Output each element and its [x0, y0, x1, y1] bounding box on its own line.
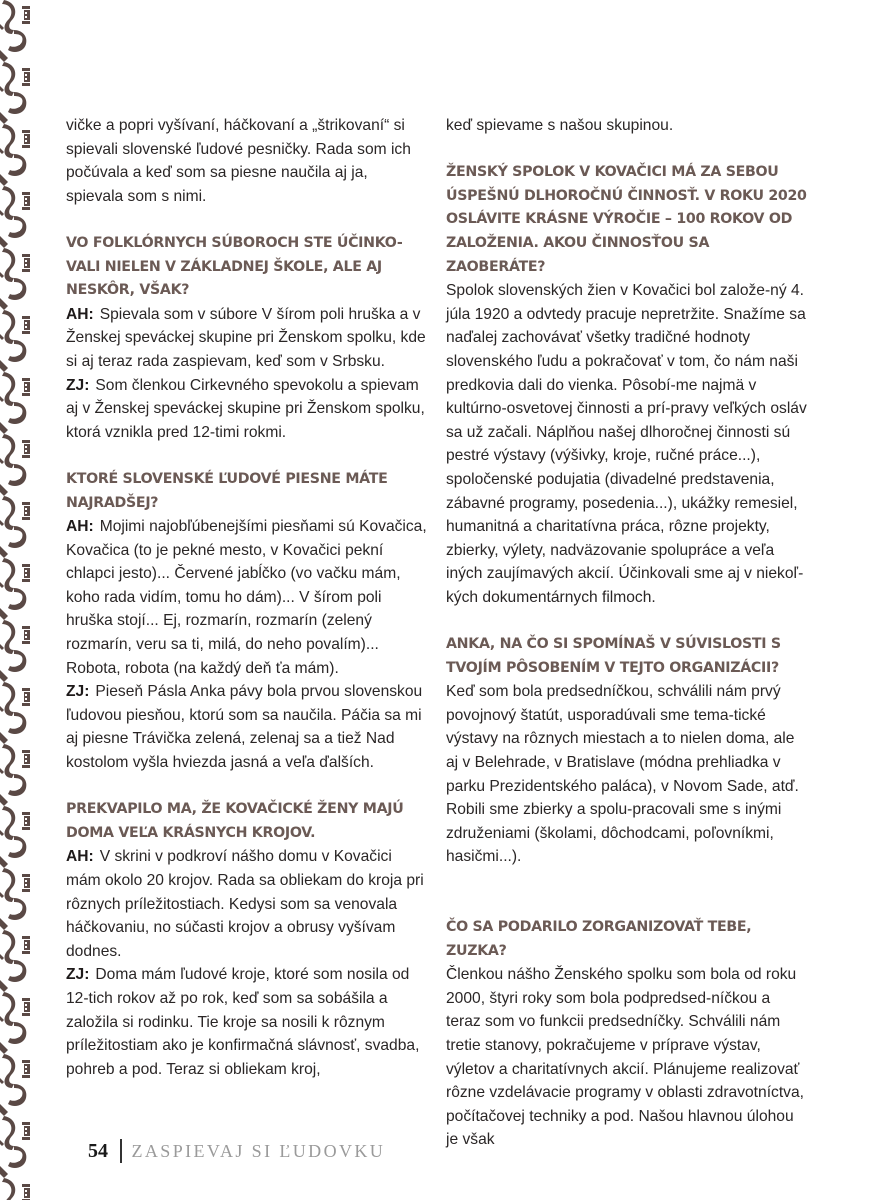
- interview-answer: [66, 845, 428, 963]
- spacer: [446, 138, 808, 162]
- answer-text: Spievala som v súbore V šírom poli hruška a v Ženskej speváckej skupine pri Ženskom spolku, kde si aj teraz rada zaspievam, keď som v Srbsku.: [66, 305, 426, 370]
- page-footer: [88, 1139, 385, 1163]
- answer-text: Som členkou Cirkevného spevokolu a spievam aj v Ženskej speváckej skupine pri Ženskom spolku, ktorá vznikla pred 12-timi rokmi.: [66, 376, 425, 441]
- spacer: [66, 775, 428, 799]
- spacer: [446, 609, 808, 633]
- speaker-label: ZJ:: [66, 966, 90, 984]
- body-paragraph: vičke a popri vyšívaní, háčkovaní a „štrikovaní“ si spievali slovenské ľudové pesničky. Rada som ich počúvala a keď som sa piesne naučila aj ja, spievala som s nimi.: [66, 117, 411, 205]
- spacer: [66, 208, 428, 232]
- body-paragraph: Členkou nášho Ženského spolku som bola od roku 2000, štyri roky som bola podpredsed-níčkou a teraz som vo funkcii predsedníčky. Schválili nám tretie stanovy, pokračujeme v príprave výstav, výletov a charitatívnych akcií. Plánujeme realizovať rôzne vzdelávacie programy v oblasti zdravotníctva, počítačovej techniky a pod. Našou hlavnou úlohou je však: [446, 966, 804, 1149]
- interview-answer: [66, 374, 428, 445]
- spacer: [66, 444, 428, 468]
- interview-question: VO FOLKLÓRNYCH SÚBOROCH STE ÚČINKO-VALI NIELEN V ZÁKLADNEJ ŠKOLE, ALE AJ NESKÔR, VŠAK?: [66, 234, 403, 299]
- interview-question: ŽENSKÝ SPOLOK V KOVAČICI MÁ ZA SEBOU ÚSPEŠNÚ DLHOROČNÚ ČINNOSŤ. V ROKU 2020 OSLÁVITE KRÁSNE VÝROČIE – 100 ROKOV OD ZALOŽENIA. AKOU ČINNOSŤOU SA ZAOBERÁTE?: [446, 164, 807, 275]
- body-paragraph: Spolok slovenských žien v Kovačici bol založe-ný 4. júla 1920 a odvtedy pracuje nepretržite. Snažíme sa naďalej zachovávať všetky tradičné hodnoty slovenského ľudu a pokračovať v tom, čo nám naši predkovia dali do vienka. Pôsobí-me najmä v kultúrno-osvetovej činnosti a prí-pravy veľkých osláv sa už začali. Náplňou našej dlhoročnej činnosti sú pestré výstavy (výšivky, kroje, ručné práce...), spoločenské podujatia (divadelné predstavenia, zábavné programy, posedenia...), ukážky remesiel, humanitná a charitatívna práca, rôzne projekty, zbierky, výlety, nadväzovanie spolupráce a veľa iných zaujímavých akcií. Účinkovali sme aj v niekoľ-kých dokumentárnych filmoch.: [446, 282, 807, 606]
- interview-answer: [66, 963, 428, 1081]
- speaker-label: AH:: [66, 518, 94, 536]
- answer-text: Mojimi najobľúbenejšími piesňami sú Kovačica, Kovačica (to je pekné mesto, v Kovačici pekní chlapci jesto)... Červené jabĺčko (vo vačku mám, koho rada vidím, tomu ho dám)... V šírom poli hruška stojí... Ej, rozmarín, rozmarín (zelený rozmarín, veru sa ti, milá, do neho povalím)... Robota, robota (na každý deň ťa mám).: [66, 518, 427, 677]
- answer-text: Pieseň Pásla Anka pávy bola prvou slovenskou ľudovou piesňou, ktorú som sa naučila. Páčia sa mi aj piesne Trávička zelená, zelenaj sa a tiež Nad kostolom vyšla hviezda jasná a veľa ďalších.: [66, 683, 423, 772]
- body-paragraph: Keď som bola predsedníčkou, schválili nám prvý povojnový štatút, usporadúvali sme tema-tické výstavy na rôznych miestach a to nielen doma, ale aj v Belehrade, v Bratislave (módna prehliadka v parku Prezidentského paláca), v Novom Sade, atď. Robili sme zbierky a spolu-pracovali sme s inými združeniami (školami, dôchodcami, poľovníkmi, hasičmi...).: [446, 683, 799, 866]
- interview-question: ANKA, NA ČO SI SPOMÍNAŠ V SÚVISLOSTI S TVOJÍM PÔSOBENÍM V TEJTO ORGANIZÁCII?: [446, 636, 781, 676]
- left-column: [66, 114, 428, 1081]
- interview-answer: [66, 303, 428, 374]
- answer-text: Doma mám ľudové kroje, ktoré som nosila od 12-tich rokov až po rok, keď som sa sobášila a založila si rodinku. Tie kroje sa nosili k rôznym príležitostiam ako je konfirmačná slávnosť, svadba, pohreb a pod. Teraz si obliekam kroj,: [66, 966, 420, 1078]
- speaker-label: ZJ:: [66, 683, 90, 701]
- spacer: [446, 869, 808, 916]
- publication-title: ZASPIEVAJ SI ĽUDOVKU: [131, 1140, 386, 1161]
- speaker-label: ZJ:: [66, 376, 90, 394]
- interview-question: KTORÉ SLOVENSKÉ ĽUDOVÉ PIESNE MÁTE NAJRADŠEJ?: [66, 470, 388, 511]
- interview-question: PREKVAPILO MA, ŽE KOVAČICKÉ ŽENY MAJÚ DOMA VEĽA KRÁSNYCH KROJOV.: [66, 801, 404, 841]
- folk-embroidery-border-icon: [0, 0, 34, 1200]
- interview-question: ČO SA PODARILO ZORGANIZOVAŤ TEBE, ZUZKA?: [446, 919, 752, 959]
- interview-answer: [66, 680, 428, 774]
- footer-divider: [120, 1139, 122, 1163]
- body-paragraph: keď spievame s našou skupinou.: [446, 117, 674, 134]
- speaker-label: AH:: [66, 305, 94, 323]
- right-column: [446, 114, 808, 1152]
- page-number: 54: [88, 1139, 108, 1162]
- answer-text: V skrini v podkroví nášho domu v Kovačici mám okolo 20 krojov. Rada sa obliekam do kroja pri rôznych príležitostiach. Kedysi som sa venovala háčkovaniu, no súčasti krojov a obrusy vyšívam dodnes.: [66, 848, 424, 960]
- interview-answer: [66, 515, 428, 680]
- speaker-label: AH:: [66, 848, 94, 866]
